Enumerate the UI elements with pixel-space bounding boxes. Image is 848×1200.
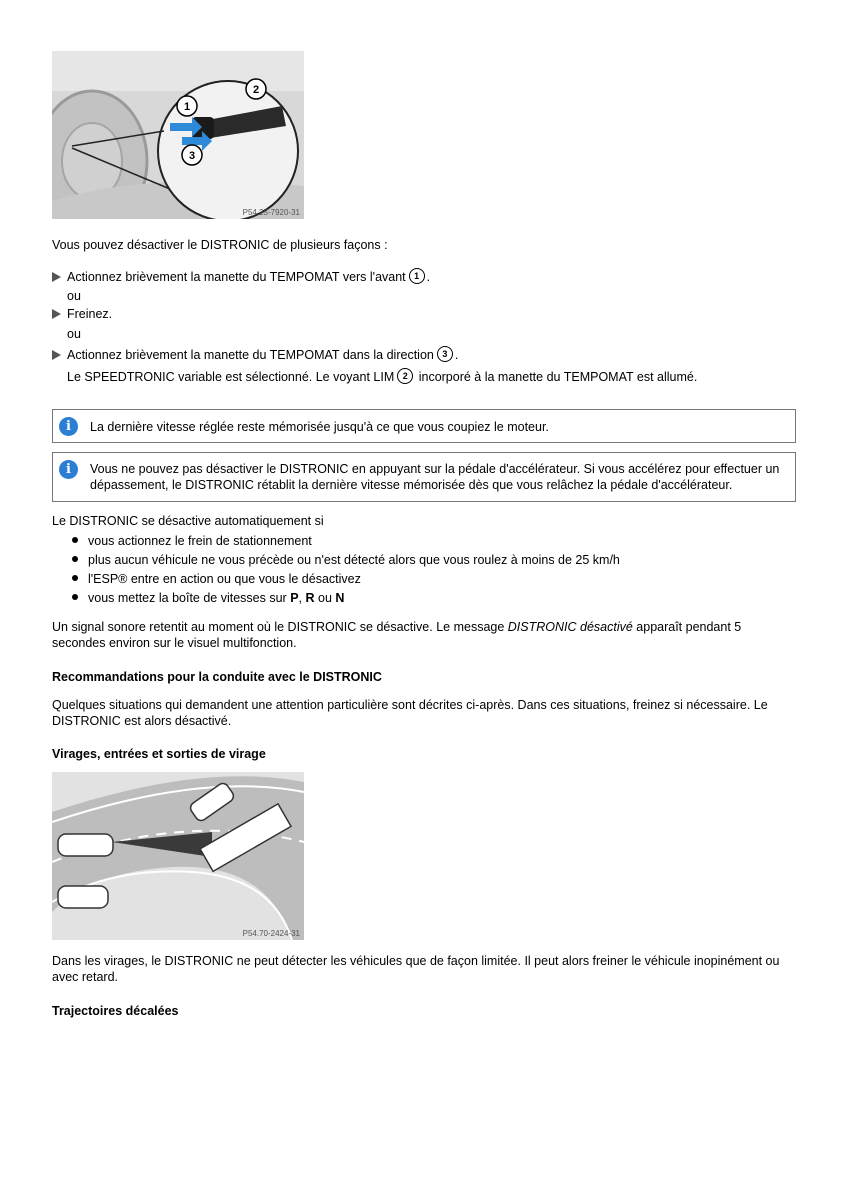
step-2: Freinez. [52,306,112,322]
note-text: Vous ne pouvez pas désactiver le DISTRONIC en appuyant sur la pédale d'accélérateur. Si vous accélérez pour effectuer un dépassement, le DISTRONIC rétablit la dernière vitesse mémorisée dès que vous relâchez la pédale d'accélérateur. [90,462,780,492]
callout-2: 2 [252,84,260,96]
callout-1: 1 [183,101,191,113]
callout-number: 3 [437,346,453,362]
curve-scenario-figure [52,772,304,940]
heading-offset-trajectories: Trajectoires décalées [52,1004,179,1018]
list-item: vous actionnez le frein de stationnement [72,533,312,549]
figure1-caption: P54.25-7920-31 [242,208,300,217]
curves-text: Dans les virages, le DISTRONIC ne peut détecter les véhicules que de façon limitée. Il peut alors freiner le véhicule inopinément ou avec retard. [52,954,780,984]
cruise-control-stalk-figure [52,51,304,219]
info-icon: i [59,460,78,479]
heading-recommendations: Recommandations pour la conduite avec le DISTRONIC [52,670,382,684]
callout-number: 1 [409,268,425,284]
or-text: ou [67,327,81,341]
arrow-bullet-icon [52,272,61,282]
info-note [52,409,796,443]
callout-3: 3 [188,150,196,162]
or-text: ou [67,289,81,303]
note-text: La dernière vitesse réglée reste mémorisée jusqu'à ce que vous coupiez le moteur. [90,420,549,434]
bullet-icon [72,537,78,543]
bullet-icon [72,594,78,600]
list-item: vous mettez la boîte de vitesses sur P, R ou N [72,590,344,606]
figure2-caption: P54.70-2424-31 [242,929,300,938]
callout-number: 2 [397,368,413,384]
step-3: Actionnez brièvement la manette du TEMPOMAT dans la direction 3 . [52,346,458,363]
signal-paragraph: Un signal sonore retentit au moment où le DISTRONIC se désactive. Le message DISTRONIC désactivé apparaît pendant 5 secondes environ sur le visuel multifonction. [52,620,742,650]
arrow-bullet-icon [52,309,61,319]
list-item: plus aucun véhicule ne vous précède ou n'est détecté alors que vous roulez à moins de 25 km/h [72,552,620,568]
bullet-icon [72,575,78,581]
step-1: Actionnez brièvement la manette du TEMPOMAT vers l'avant 1 . [52,268,430,285]
arrow-bullet-icon [52,350,61,360]
info-icon: i [59,417,78,436]
list-item: l'ESP® entre en action ou que vous le désactivez [72,571,361,587]
step-3-detail: Le SPEEDTRONIC variable est sélectionné. Le voyant LIM 2 incorporé à la manette du TEMPOMAT est allumé. [67,370,698,384]
intro-text: Vous pouvez désactiver le DISTRONIC de plusieurs façons : [52,238,388,252]
bullet-icon [72,556,78,562]
heading-curves: Virages, entrées et sorties de virage [52,747,266,761]
auto-deactivation-lead: Le DISTRONIC se désactive automatiquement si [52,514,324,528]
info-note [52,452,796,502]
recommendations-text: Quelques situations qui demandent une attention particulière sont décrites ci-après. Dans ces situations, freinez si nécessaire. Le DISTRONIC est alors désactivé. [52,698,768,728]
